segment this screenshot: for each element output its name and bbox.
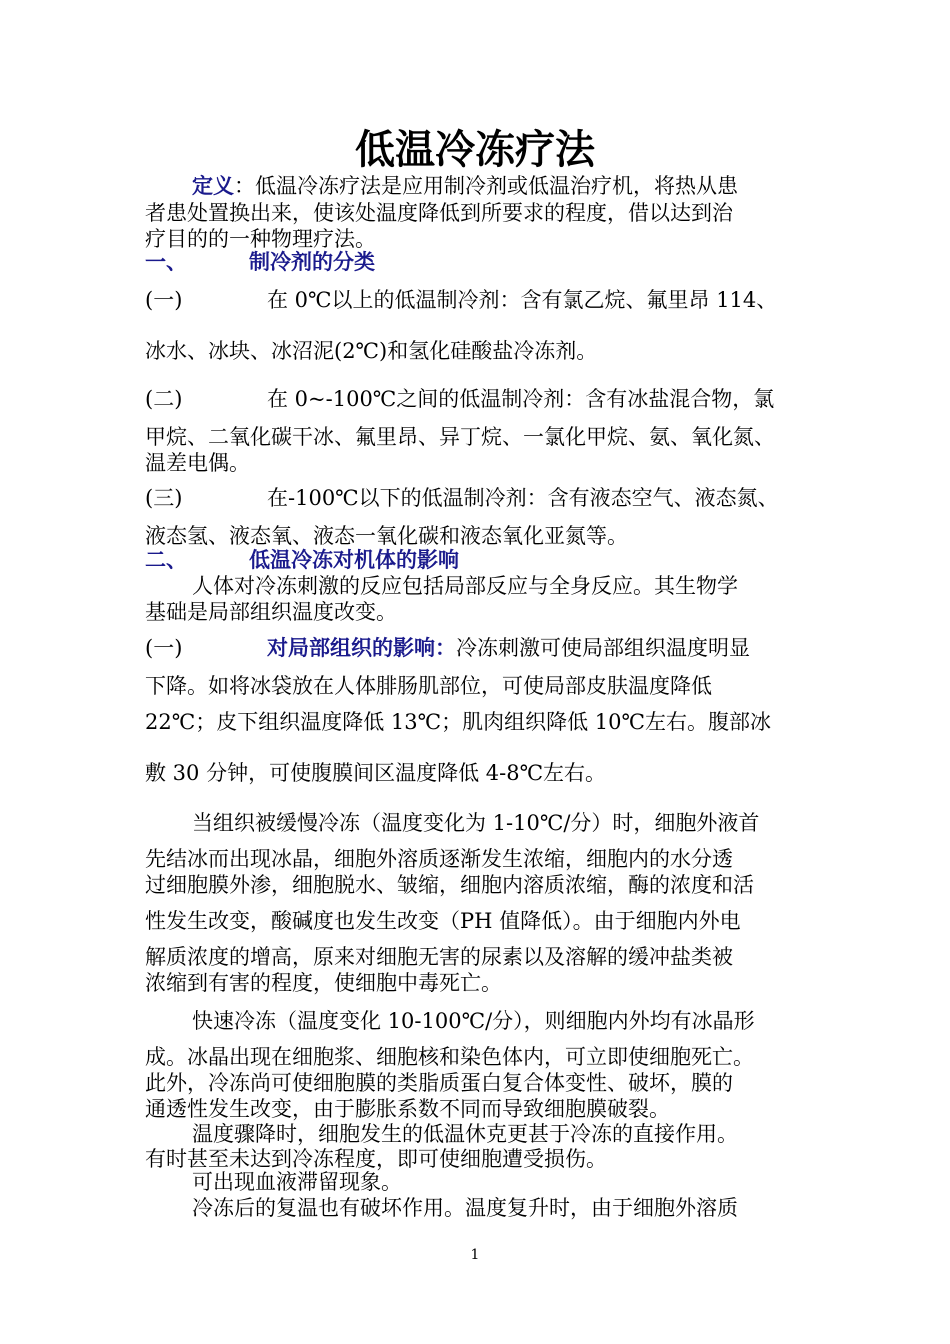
section-heading-1: 一、 制冷剂的分类 (145, 249, 375, 274)
page-number: 1 (470, 1247, 480, 1263)
paragraph-line: 先结冰而出现冰晶，细胞外溶质逐渐发生浓缩，细胞内的水分透 (145, 847, 733, 871)
paragraph-line: 解质浓度的增高，原来对细胞无害的尿素以及溶解的缓冲盐类被 (145, 945, 733, 969)
paragraph-line: 冷冻后的复温也有破坏作用。温度复升时，由于细胞外溶质 (192, 1196, 738, 1220)
paragraph-line: 快速冷冻（温度变化 10-100℃/分），则细胞内外均有冰晶形 (192, 1009, 755, 1033)
paragraph-line: 通透性发生改变，由于膨胀系数不同而导致细胞膜破裂。 (145, 1097, 670, 1121)
list-item-continuation: 敷 30 分钟，可使腹膜间区温度降低 4-8℃左右。 (145, 761, 607, 785)
page-title: 低温冷冻疗法 (355, 126, 595, 173)
list-item-continuation: 液态氢、液态氧、液态一氧化碳和液态氧化亚氮等。 (145, 524, 628, 548)
section-heading-2: 二、 低温冷冻对机体的影响 (145, 547, 459, 572)
list-item-continuation: 下降。如将冰袋放在人体腓肠肌部位，可使局部皮肤温度降低 (145, 674, 712, 698)
paragraph-line: 成。冰晶出现在细胞浆、细胞核和染色体内，可立即使细胞死亡。 (145, 1045, 754, 1069)
paragraph-line: 有时甚至未达到冷冻程度，即可使细胞遭受损伤。 (145, 1147, 607, 1171)
paragraph-line: 浓缩到有害的程度，使细胞中毒死亡。 (145, 971, 502, 995)
list-item-continuation: 温差电偶。 (145, 451, 250, 475)
list-item: (二) 在 0~-100℃之间的低温制冷剂：含有冰盐混合物，氯 (145, 387, 775, 411)
paragraph-line: 过细胞膜外渗，细胞脱水、皱缩，细胞内溶质浓缩，酶的浓度和活 (145, 873, 754, 897)
paragraph-line: 此外，冷冻尚可使细胞膜的类脂质蛋白复合体变性、破坏，膜的 (145, 1071, 733, 1095)
list-item: (一) 在 0℃以上的低温制冷剂：含有氯乙烷、氟里昂 114、 (145, 288, 778, 312)
paragraph-line: 当组织被缓慢冷冻（温度变化为 1-10℃/分）时，细胞外液首 (192, 811, 760, 835)
list-item-continuation: 22℃；皮下组织温度降低 13℃；肌肉组织降低 10℃左右。腹部冰 (145, 710, 771, 734)
definition-line-2: 者患处置换出来，使该处温度降低到所要求的程度，借以达到治 (145, 201, 733, 225)
definition-line-3: 疗目的的一种物理疗法。 (145, 227, 376, 251)
item-label: 对局部组织的影响 (267, 635, 435, 660)
paragraph-line: 人体对冷冻刺激的反应包括局部反应与全身反应。其生物学 (192, 574, 738, 598)
paragraph-line: 性发生改变，酸碱度也发生改变（PH 值降低）。由于细胞内外电 (145, 909, 741, 933)
list-item-continuation: 甲烷、二氧化碳干冰、氟里昂、异丁烷、一氯化甲烷、氨、氧化氮、 (145, 425, 775, 449)
paragraph-line: 基础是局部组织温度改变。 (145, 600, 397, 624)
list-item-continuation: 冰水、冰块、冰沼泥(2℃)和氢化硅酸盐冷冻剂。 (145, 339, 598, 363)
list-item: (三) 在-100℃以下的低温制冷剂：含有液态空气、液态氮、 (145, 486, 779, 510)
paragraph-line: 温度骤降时，细胞发生的低温休克更甚于冷冻的直接作用。 (192, 1122, 738, 1146)
definition-line-1: 定义：低温冷冻疗法是应用制冷剂或低温治疗机，将热从患 (192, 173, 738, 198)
list-item: (一) 对局部组织的影响：冷冻刺激可使局部组织温度明显 (145, 635, 750, 660)
paragraph-line: 可出现血液滞留现象。 (192, 1170, 402, 1194)
definition-label: 定义 (192, 173, 234, 198)
